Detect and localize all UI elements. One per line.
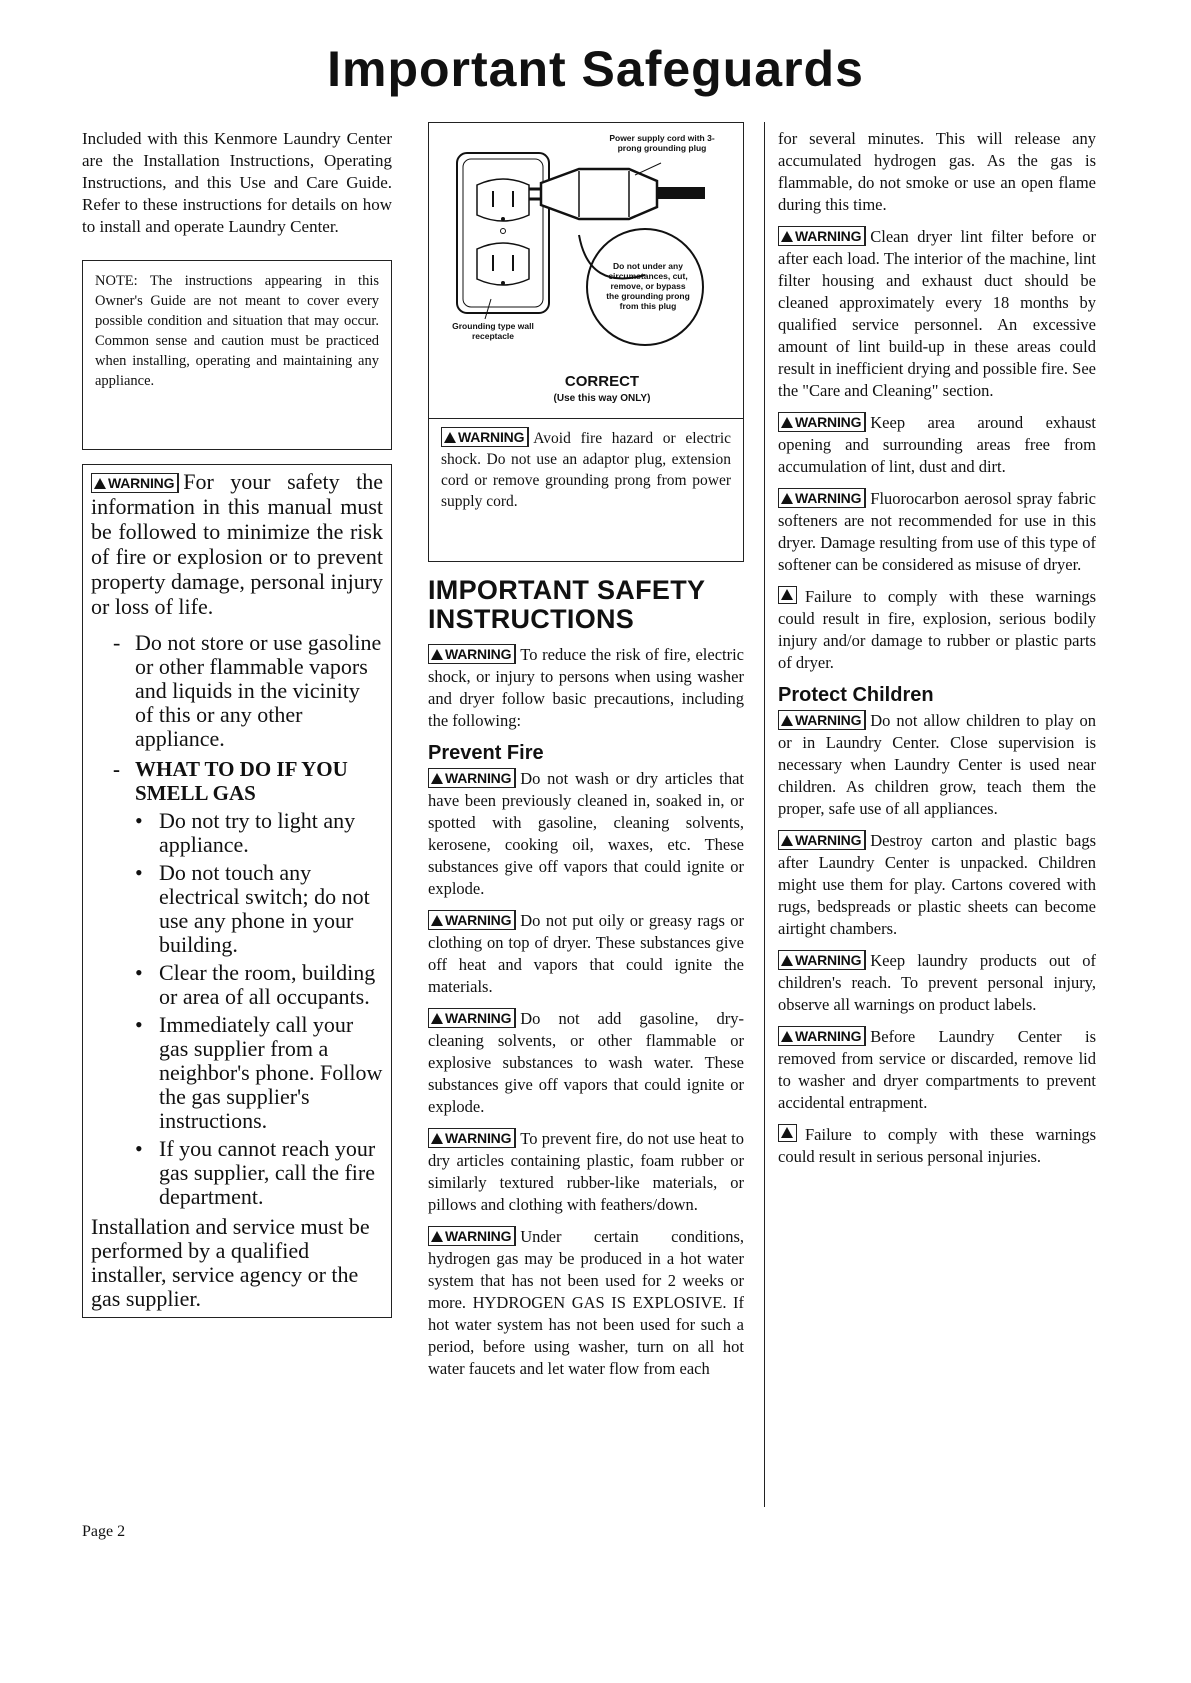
bullet-item: • Do not try to light any appliance. xyxy=(135,809,383,857)
warning-triangle-icon xyxy=(431,1231,443,1242)
warning-badge: WARNING xyxy=(778,1026,866,1046)
warning-badge: WARNING xyxy=(441,427,529,447)
warning-badge: WARNING xyxy=(91,473,179,493)
warning-badge: WARNING xyxy=(428,1226,516,1246)
page-title: Important Safeguards xyxy=(327,41,864,97)
warning-paragraph: WARNING To reduce the risk of fire, electric shock, or injury to persons when using washer and dryer follow basic precautions, including the following: xyxy=(428,645,744,730)
warning-badge: WARNING xyxy=(778,950,866,970)
gas-warning-box xyxy=(82,464,392,1318)
warning-square-icon xyxy=(778,1124,797,1142)
warning-triangle-icon xyxy=(781,417,793,428)
warning-triangle-icon xyxy=(781,955,793,966)
warning-badge: WARNING xyxy=(428,1008,516,1028)
adaptor-warning-text: WARNING Avoid fire hazard or electric shock. Do not use an adaptor plug, extension cord or remove grounding prong from power supply cord. xyxy=(441,429,731,510)
figure-warning xyxy=(429,418,743,512)
failure-paragraph: Failure to comply with these warnings could result in fire, explosion, serious bodily injury and/or damage to rubber or plastic parts of dryer. xyxy=(778,587,1096,672)
figure-subcaption: (Use this way ONLY) xyxy=(553,393,651,404)
warning-badge: WARNING xyxy=(778,830,866,850)
bullet-item: • If you cannot reach your gas supplier, call the fire department. xyxy=(135,1137,383,1209)
warning-paragraph: WARNING Do not add gasoline, dry-cleaning solvents, or other flammable or explosive substances to wash water. These substances give off vapors that could ignite or explode. xyxy=(428,1009,744,1116)
grounding-prong-warning: Do not under any circumstances, cut, remove, or bypass the grounding prong from this plug xyxy=(606,261,690,311)
warning-badge: WARNING xyxy=(778,710,866,730)
warning-badge: WARNING xyxy=(428,910,516,930)
warning-paragraph: WARNING Do not allow children to play on or in Laundry Center. Close supervision is necessary when Laundry Center is used near children. As children grow, teach them the proper, safe use of all appliances. xyxy=(778,711,1096,818)
warning-square-icon xyxy=(778,586,797,604)
protect-children-heading: Protect Children xyxy=(778,684,934,706)
warning-badge: WARNING xyxy=(778,412,866,432)
gas-warning-intro: WARNING For your safety the information in this manual must be followed to minimize the risk of fire or explosion or to prevent property damage, personal injury or loss of life. xyxy=(91,469,384,619)
warning-triangle-icon xyxy=(781,835,793,846)
bullet-item: • Clear the room, building or area of all occupants. xyxy=(135,961,383,1009)
failure-paragraph: Failure to comply with these warnings could result in serious personal injuries. xyxy=(778,1125,1096,1166)
gas-warning-list xyxy=(91,631,383,1209)
warning-triangle-icon xyxy=(781,1031,793,1042)
continued-paragraph: for several minutes. This will release any accumulated hydrogen gas. As the gas is flammable, do not smoke or use an open flame during this time. xyxy=(778,129,1096,214)
warning-badge: WARNING xyxy=(428,1128,516,1148)
gas-bullet-list xyxy=(135,809,383,1209)
bullet-item: • Immediately call your gas supplier from a neighbor's phone. Follow the gas supplier's instructions. xyxy=(135,1013,383,1133)
warning-paragraph: WARNING Under certain conditions, hydrogen gas may be produced in a hot water system that has not been used for 2 weeks or more. HYDROGEN GAS IS EXPLOSIVE. If hot water system has not been used for such a period, before using washer, turn on all hot water faucets and let water flow from each xyxy=(428,1227,744,1378)
warning-badge: WARNING xyxy=(778,226,866,246)
bullet-item: • Do not touch any electrical switch; do not use any phone in your building. xyxy=(135,861,383,957)
warning-badge: WARNING xyxy=(428,768,516,788)
grounding-plug-illustration xyxy=(429,123,745,403)
list-item: - Do not store or use gasoline or other flammable vapors and liquids in the vicinity of this or any other appliance. xyxy=(111,631,383,751)
warning-paragraph: WARNING Destroy carton and plastic bags after Laundry Center is unpacked. Children might use them for play. Cartons covered with rugs, bedspreads or plastic sheets can become airtight chambers. xyxy=(778,831,1096,938)
prevent-fire-heading: Prevent Fire xyxy=(428,742,544,764)
warning-paragraph: WARNING Do not put oily or greasy rags or clothing on top of dryer. These substances give off heat and vapors that could ignite the materials. xyxy=(428,911,744,996)
warning-triangle-icon xyxy=(781,231,793,242)
warning-badge: WARNING xyxy=(428,644,516,664)
column-divider xyxy=(764,122,765,1507)
safety-instructions-heading: IMPORTANT SAFETY INSTRUCTIONS xyxy=(428,575,705,634)
warning-triangle-icon xyxy=(431,915,443,926)
warning-triangle-icon xyxy=(431,773,443,784)
warning-badge: WARNING xyxy=(778,488,866,508)
note-text: NOTE: The instructions appearing in this Owner's Guide are not meant to cover every possible condition and situation that may occur. Common sense and caution must be practiced when installing, operating and maintaining any appliance. xyxy=(95,273,379,389)
list-item-gas-heading: - WHAT TO DO IF YOU SMELL GAS • Do not try to light any appliance. • Do not touch any electrical switch; do not use any phone in your building. • Clear the room, building or area of all occupants. • Immediately call your gas supplier from a neighbor's phone. Follow the gas supplier's instructions. • If you cannot reach your gas supplier, call the fire department. xyxy=(111,757,383,1209)
warning-paragraph: WARNING Fluorocarbon aerosol spray fabric softeners are not recommended for use in this dryer. Damage resulting from use of this type of softener can be considered as misuse of dryer. xyxy=(778,489,1096,574)
column-right xyxy=(778,128,1096,1168)
installation-note: Installation and service must be performed by a qualified installer, service agency or the gas supplier. xyxy=(91,1214,370,1311)
warning-paragraph: WARNING To prevent fire, do not use heat to dry articles containing plastic, foam rubber or similarly textured rubber-like materials, or pillows and clothing with feathers/down. xyxy=(428,1129,744,1214)
warning-paragraph: WARNING Keep laundry products out of children's reach. To prevent personal injury, observe all warnings on product labels. xyxy=(778,951,1096,1014)
power-supply-label: Power supply cord with 3-prong grounding plug xyxy=(609,133,715,153)
intro-paragraph: Included with this Kenmore Laundry Center are the Installation Instructions, Operating Instructions, and this Use and Care Guide. Refer to these instructions for details on how to install and operate Laundry Center. xyxy=(82,129,392,236)
outlet-label: Grounding type wall receptacle xyxy=(452,321,534,341)
warning-triangle-icon xyxy=(781,715,793,726)
warning-paragraph: WARNING Keep area around exhaust opening and surrounding areas free from accumulation of lint, dust and dirt. xyxy=(778,413,1096,476)
column-left xyxy=(82,128,392,1318)
page-number: Page 2 xyxy=(82,1523,126,1540)
warning-triangle-icon xyxy=(431,649,443,660)
warning-paragraph: WARNING Do not wash or dry articles that have been previously cleaned in, soaked in, or spotted with gasoline, cleaning solvents, kerosene, cooking oil, waxes, etc. These substances give off vapors that could ignite or explode. xyxy=(428,769,744,898)
warning-triangle-icon xyxy=(781,493,793,504)
warning-triangle-icon xyxy=(431,1133,443,1144)
warning-paragraph: WARNING Before Laundry Center is removed from service or discarded, remove lid to washer and dryer compartments to prevent accidental entrapment. xyxy=(778,1027,1096,1112)
warning-paragraph: WARNING Clean dryer lint filter before or after each load. The interior of the machine, lint filter housing and exhaust duct should be cleaned approximately every 18 months by qualified service personnel. An excessive amount of lint build-up in these areas could result in inefficient drying and possible fire. See the "Care and Cleaning" section. xyxy=(778,227,1096,400)
warning-triangle-icon xyxy=(431,1013,443,1024)
warning-triangle-icon xyxy=(444,432,456,443)
warning-triangle-icon xyxy=(94,478,106,489)
column-middle xyxy=(428,122,744,1380)
figure-caption: CORRECT xyxy=(564,373,640,390)
grounding-figure xyxy=(428,122,744,562)
note-box xyxy=(82,260,392,450)
